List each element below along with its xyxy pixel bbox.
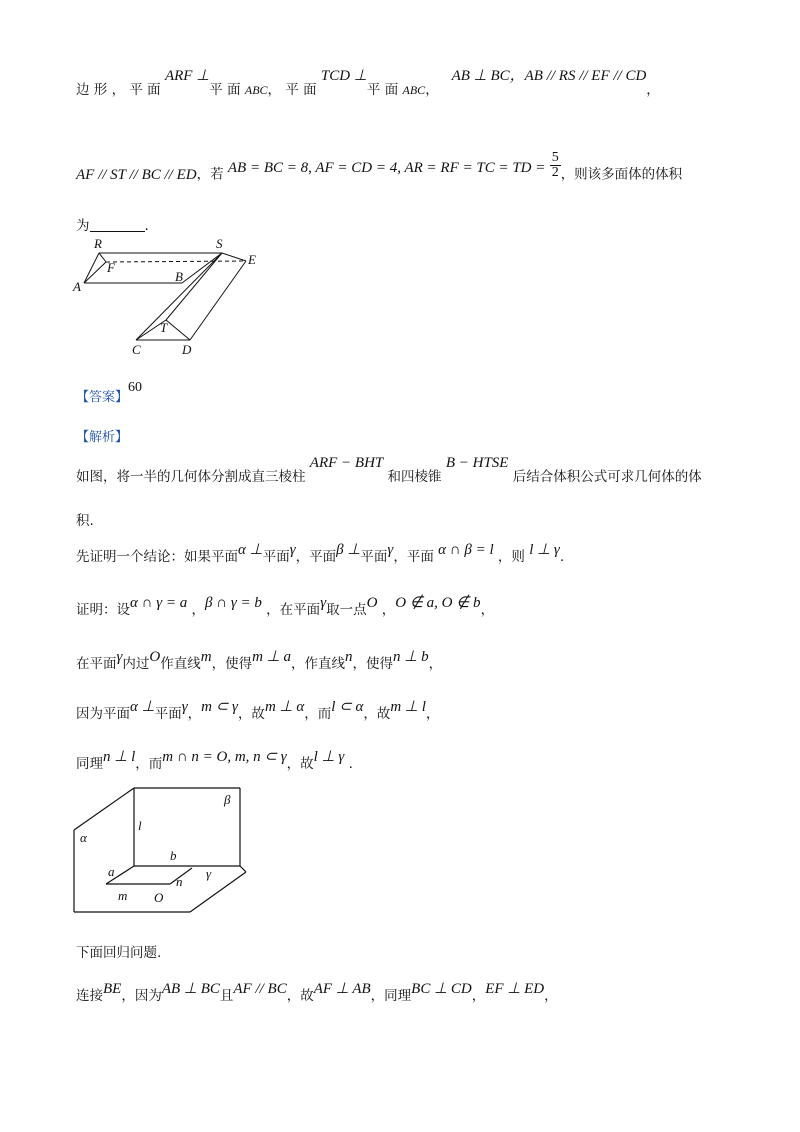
math: BE — [103, 981, 122, 997]
edge-RF — [99, 253, 106, 262]
math: BC ⊥ CD — [411, 981, 472, 997]
math: γ — [320, 595, 327, 611]
label-C: C — [132, 342, 141, 357]
text: . — [144, 218, 149, 234]
gamma-right-edge — [190, 872, 246, 912]
math: α ⊥ — [130, 699, 155, 715]
text: 内过 — [122, 656, 150, 672]
edge-AF — [84, 262, 106, 283]
text: ，同理 — [370, 988, 412, 1004]
math: AB ⊥ BC，AB // RS // EF // CD — [451, 68, 647, 84]
math: l ⊥ γ — [313, 749, 345, 765]
math: O ∉ a, O ∉ b — [395, 595, 481, 611]
problem-line-2 — [76, 150, 683, 189]
text: 平面 — [262, 549, 290, 565]
label-A: A — [73, 279, 81, 294]
label-l: l — [138, 818, 142, 833]
text: ， — [480, 602, 495, 618]
math: β ⊥ — [336, 542, 361, 558]
edge-ED — [190, 261, 246, 340]
math: α ∩ β = l — [438, 542, 494, 558]
text: 先证明一个结论：如果平面 — [76, 549, 238, 565]
text: 下面回归问题. — [76, 945, 162, 961]
fraction-numerator: 5 — [551, 150, 559, 165]
label-a: a — [108, 864, 115, 879]
text: 如图，将一半的几何体分割成直三棱柱 — [76, 469, 310, 485]
text: ， — [425, 706, 440, 722]
math: AB = BC = 8, AF = CD = 4, AR = RF = TC = TD = — [227, 159, 546, 176]
fraction-denominator: 2 — [551, 165, 559, 180]
text: ，则该多面体的体积 — [560, 166, 683, 183]
problem-line-3 — [76, 214, 149, 234]
math: ABC — [402, 83, 426, 97]
math: ARF − BHT — [309, 455, 384, 471]
math: n ⊥ b — [393, 649, 429, 665]
text: ， — [544, 988, 558, 1004]
analysis-line — [76, 426, 128, 445]
alpha-top-edge — [74, 788, 134, 830]
label-E: E — [248, 252, 256, 267]
text: 和四棱锥 — [383, 469, 446, 485]
analysis-para-7 — [76, 941, 161, 961]
label-alpha: α — [80, 830, 87, 845]
text: 且 — [219, 988, 234, 1004]
text: 连接 — [76, 988, 103, 1004]
text: . — [344, 756, 353, 772]
text: 平 面 — [209, 82, 245, 98]
text: 边 形 ， 平 面 — [76, 82, 165, 98]
math: n — [345, 649, 353, 665]
answer-line — [76, 380, 143, 406]
answer-tag: 【答案】 — [76, 390, 129, 405]
edge-FE-hidden — [106, 261, 246, 262]
label-beta: β — [224, 792, 231, 807]
analysis-para-5 — [76, 699, 440, 723]
text: 为 — [76, 218, 90, 234]
math: B − HTSE — [445, 455, 509, 471]
analysis-tag: 【解析】 — [76, 430, 129, 445]
text: 因为平面 — [76, 706, 130, 722]
analysis-para-1 — [76, 455, 702, 486]
math: AF // ST // BC // ED — [76, 166, 197, 183]
math: m ⊥ α — [264, 699, 305, 715]
math: γ — [181, 699, 188, 715]
text: ， — [646, 82, 660, 98]
text: ， — [471, 988, 486, 1004]
text: ，使得 — [211, 656, 253, 672]
text: ，故 — [286, 756, 314, 772]
edge-ST — [166, 253, 222, 320]
text: ，故 — [286, 988, 314, 1004]
gamma-corner-edge — [240, 866, 246, 872]
math: m ⊥ l — [390, 699, 426, 715]
analysis-para-8 — [76, 981, 558, 1005]
text: . — [559, 549, 565, 565]
edge-SE — [222, 253, 246, 261]
edge-SC — [136, 253, 222, 340]
label-F: F — [107, 260, 115, 275]
text: ，则 — [493, 549, 530, 565]
math: α ∩ γ = a — [130, 595, 188, 611]
math: n ⊥ l — [103, 749, 136, 765]
math: O — [149, 649, 161, 665]
text: 取一点 — [326, 602, 367, 618]
math: γ — [116, 649, 123, 665]
math: m ⊂ γ — [201, 699, 238, 715]
text: ， — [187, 706, 202, 722]
math: α ⊥ — [238, 542, 263, 558]
text: 同理 — [76, 756, 103, 772]
analysis-para-2 — [76, 542, 565, 566]
text: ，作直线 — [291, 656, 346, 672]
label-O: O — [154, 890, 164, 905]
answer-value: 60 — [128, 380, 143, 395]
label-D: D — [182, 342, 192, 357]
text: ， — [187, 602, 206, 618]
text: 证明：设 — [76, 602, 130, 618]
text: ， — [425, 82, 443, 98]
math: ABC — [244, 83, 268, 97]
math: m — [200, 649, 212, 665]
fraction — [550, 151, 561, 180]
text: ，若 — [196, 166, 228, 183]
text: ，故 — [363, 706, 391, 722]
text: ，在平面 — [261, 602, 321, 618]
polyhedron-figure — [70, 234, 270, 358]
label-b: b — [170, 848, 177, 863]
text: ，故 — [237, 706, 265, 722]
text: ，使得 — [352, 656, 394, 672]
text: ，因为 — [121, 988, 162, 1004]
math: m ∩ n = O, m, n ⊂ γ — [162, 749, 287, 765]
math: AB ⊥ BC — [161, 981, 220, 997]
analysis-para-3 — [76, 595, 495, 619]
text: 积. — [76, 513, 94, 529]
edge-BS — [182, 253, 222, 283]
label-S: S — [216, 236, 223, 251]
math: m ⊥ a — [252, 649, 292, 665]
label-m: m — [118, 888, 128, 903]
math: γ — [387, 542, 394, 558]
text: ，平面 — [295, 549, 337, 565]
label-R: R — [94, 236, 102, 251]
label-n: n — [176, 874, 183, 889]
math: AF // BC — [233, 981, 287, 997]
math: β ∩ γ = b — [205, 595, 262, 611]
text: 平 面 — [366, 82, 403, 98]
math: l ⊥ γ — [529, 542, 560, 558]
text: 在平面 — [76, 656, 117, 672]
analysis-para-1b — [76, 509, 94, 529]
label-gamma: γ — [206, 866, 212, 881]
label-B: B — [175, 269, 183, 284]
math: O — [366, 595, 378, 611]
text: ，而 — [304, 706, 332, 722]
problem-line-1 — [76, 68, 660, 99]
planes-figure — [70, 784, 270, 918]
text: ， 平 面 — [267, 82, 321, 98]
text: 平面 — [154, 706, 182, 722]
text: 后结合体积公式可求几何体的体 — [508, 469, 702, 485]
text: ， — [428, 656, 443, 672]
text: ，平面 — [393, 549, 439, 565]
edge-AR — [84, 253, 99, 283]
edge-TD — [166, 320, 190, 340]
text: 平面 — [360, 549, 388, 565]
analysis-para-6 — [76, 749, 353, 773]
answer-blank — [90, 219, 145, 232]
text: ，而 — [135, 756, 163, 772]
math: AF ⊥ AB — [313, 981, 371, 997]
label-T: T — [160, 320, 168, 335]
analysis-para-4 — [76, 649, 443, 673]
math: γ — [289, 542, 296, 558]
math: l ⊂ α — [331, 699, 364, 715]
math: TCD ⊥ — [320, 68, 367, 84]
text: ， — [377, 602, 396, 618]
math: EF ⊥ ED — [485, 981, 545, 997]
math: ARF ⊥ — [164, 68, 210, 84]
text: 作直线 — [160, 656, 201, 672]
